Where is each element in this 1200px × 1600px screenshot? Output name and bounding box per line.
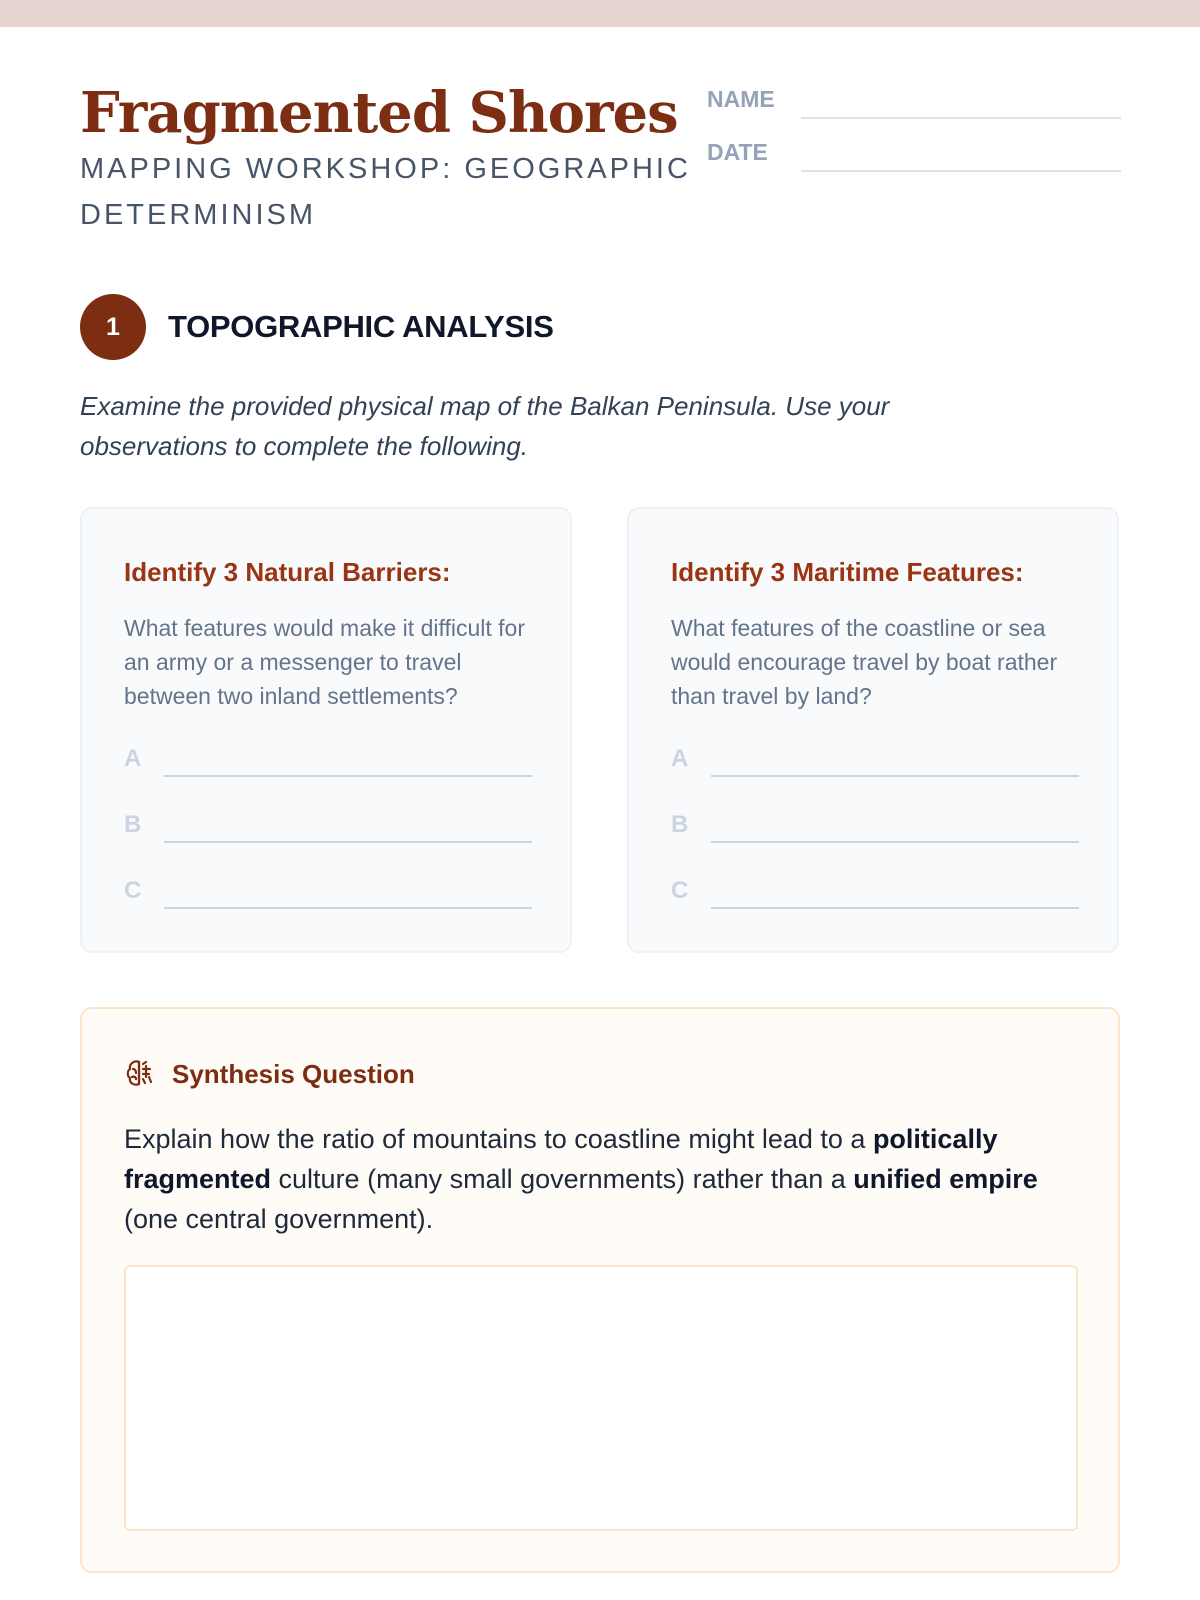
- answer-label-b: B: [124, 811, 142, 838]
- answer-label-c: C: [671, 877, 689, 904]
- answer-line-a[interactable]: [711, 775, 1079, 777]
- answer-label-a: A: [124, 745, 142, 772]
- synthesis-question: [124, 1119, 1094, 1239]
- answer-line-c[interactable]: [164, 907, 532, 909]
- date-label: DATE: [707, 139, 768, 165]
- question-text: Explain how the ratio of mountains to coastline might lead to a: [124, 1124, 873, 1154]
- natural-barriers-card: [80, 507, 572, 953]
- answer-line-a[interactable]: [164, 775, 532, 777]
- card-heading: Identify 3 Natural Barriers:: [124, 557, 451, 587]
- maritime-features-card: [627, 507, 1119, 953]
- name-label: NAME: [707, 86, 775, 112]
- synthesis-box: [80, 1007, 1120, 1573]
- name-field[interactable]: [801, 117, 1121, 119]
- answer-label-a: A: [671, 745, 689, 772]
- answer-label-c: C: [124, 877, 142, 904]
- section-intro: Examine the provided physical map of the Balkan Peninsula. Use your observations to complete the following.: [80, 391, 890, 461]
- question-emphasis: unified empire: [853, 1164, 1038, 1194]
- card-description: What features would make it difficult for an army or a messenger to travel between two inland settlements?: [124, 615, 525, 709]
- answer-label-b: B: [671, 811, 689, 838]
- card-description: What features of the coastline or sea would encourage travel by boat rather than travel by land?: [671, 615, 1058, 709]
- brain-icon: [124, 1057, 156, 1089]
- answer-line-c[interactable]: [711, 907, 1079, 909]
- date-field[interactable]: [801, 170, 1121, 172]
- question-text: culture (many small governments) rather than a: [271, 1164, 854, 1194]
- synthesis-heading: Synthesis Question: [172, 1059, 415, 1089]
- answer-line-b[interactable]: [164, 841, 532, 843]
- question-text: (one central government).: [124, 1204, 434, 1234]
- question-emphasis: politically fragmented: [124, 1124, 998, 1194]
- page-title: Fragmented Shores: [80, 80, 678, 146]
- page-subtitle: MAPPING WORKSHOP: GEOGRAPHIC DETERMINISM: [80, 153, 691, 231]
- answer-line-b[interactable]: [711, 841, 1079, 843]
- top-band: [0, 0, 1200, 27]
- section-title: TOPOGRAPHIC ANALYSIS: [168, 309, 554, 344]
- card-heading: Identify 3 Maritime Features:: [671, 557, 1024, 587]
- section-number-badge: 1: [80, 294, 146, 360]
- synthesis-answer-box[interactable]: [124, 1265, 1078, 1531]
